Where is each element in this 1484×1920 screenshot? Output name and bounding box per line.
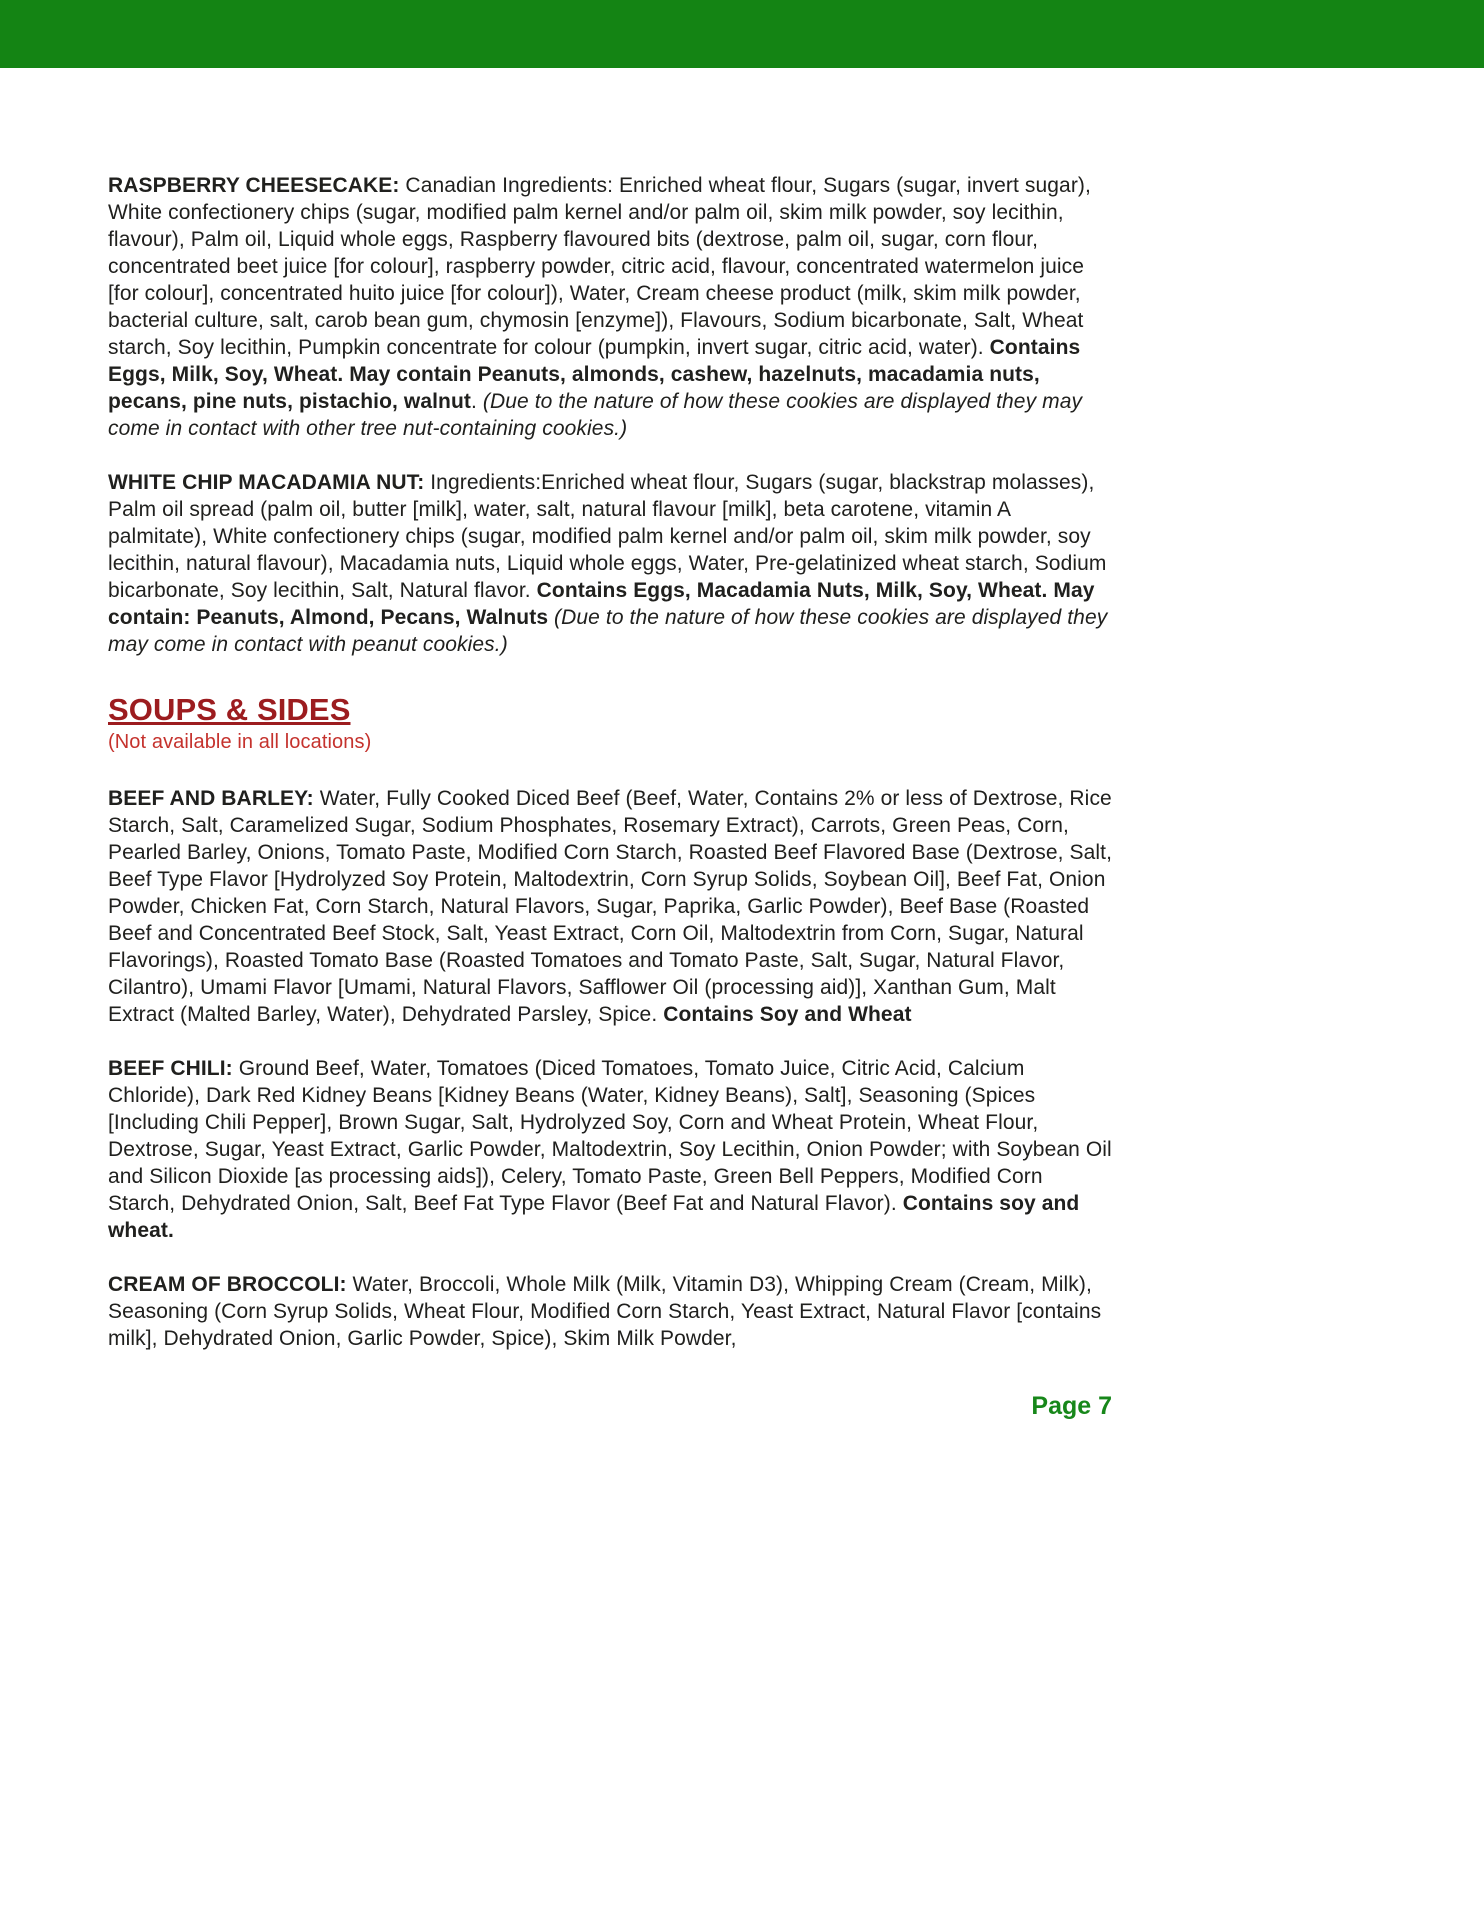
text-run: Ground Beef, Water, Tomatoes (Diced Tomatoes, Tomato Juice, Citric Acid, Calcium Chloride), Dark Red Kidney Beans [Kidney Beans (Water, Kidney Beans), Salt], Seasoning (Spices [Including Chili Pepper], Brown Sugar, Salt, Hydrolyzed Soy, Corn and Wheat Protein, Wheat Flour, Dextrose, Sugar, Yeast Extract, Garlic Powder, Maltodextrin, Soy Lecithin, Onion Powder; with Soybean Oil and Silicon Dioxide [as processing aids]), Celery, Tomato Paste, Green Bell Peppers, Modified Corn Starch, Dehydrated Onion, Salt, Beef Fat Type Flavor (Beef Fat and Natural Flavor). bbox=[108, 1057, 1112, 1215]
item-cream-of-broccoli bbox=[108, 1271, 1112, 1352]
item-beef-and-barley bbox=[108, 785, 1112, 1028]
bold-run: CREAM OF BROCCOLI: bbox=[108, 1273, 347, 1296]
bold-run: BEEF AND BARLEY: bbox=[108, 787, 314, 810]
bold-run: WHITE CHIP MACADAMIA NUT: bbox=[108, 471, 425, 494]
bold-run: Contains Eggs, Macadamia Nuts, Milk, Soy, Wheat. May contain: Peanuts, Almond, Pecans, Walnuts bbox=[108, 579, 1095, 629]
item-raspberry-cheesecake bbox=[108, 172, 1112, 442]
soups-availability-note: (Not available in all locations) bbox=[108, 731, 372, 753]
text-run: Ingredients:Enriched wheat flour, Sugars (sugar, blackstrap molasses), Palm oil spread (palm oil, butter [milk], water, salt, natural flavour [milk], beta carotene, vitamin A palmitate), White confectionery chips (sugar, modified palm kernel and/or palm oil, skim milk powder, soy lecithin, natural flavour), Macadamia nuts, Liquid whole eggs, Water, Pre-gelatinized wheat starch, Sodium bicarbonate, Soy lecithin, Salt, Natural flavor. bbox=[108, 471, 1107, 602]
page-number: Page 7 bbox=[1031, 1392, 1112, 1420]
bold-run: Contains Soy and Wheat bbox=[663, 1003, 912, 1026]
text-run: Water, Fully Cooked Diced Beef (Beef, Water, Contains 2% or less of Dextrose, Rice Starch, Salt, Caramelized Sugar, Sodium Phosphates, Rosemary Extract), Carrots, Green Peas, Corn, Pearled Barley, Onions, Tomato Paste, Modified Corn Starch, Roasted Beef Flavored Base (Dextrose, Salt, Beef Type Flavor [Hydrolyzed Soy Protein, Maltodextrin, Corn Syrup Solids, Soybean Oil], Beef Fat, Onion Powder, Chicken Fat, Corn Starch, Natural Flavors, Sugar, Paprika, Garlic Powder), Beef Base (Roasted Beef and Concentrated Beef Stock, Salt, Yeast Extract, Corn Oil, Maltodextrin from Corn, Sugar, Natural Flavorings), Roasted Tomato Base (Roasted Tomatoes and Tomato Paste, Salt, Sugar, Natural Flavor, Cilantro), Umami Flavor [Umami, Natural Flavors, Safflower Oil (processing aid)], Xanthan Gum, Malt Extract (Malted Barley, Water), Dehydrated Parsley, Spice. bbox=[108, 787, 1113, 1026]
header-bar bbox=[0, 0, 1484, 68]
document-content bbox=[108, 172, 1112, 1352]
italic-run: (Due to the nature of how these cookies are displayed they may come in contact with peanut cookies.) bbox=[108, 606, 1108, 656]
bold-run: BEEF CHILI: bbox=[108, 1057, 233, 1080]
bold-run: Contains soy and wheat. bbox=[108, 1192, 1080, 1242]
page-footer bbox=[108, 1392, 1112, 1461]
bold-run: RASPBERRY CHEESECAKE: bbox=[108, 174, 400, 197]
italic-run: (Due to the nature of how these cookies are displayed they may come in contact with other tree nut-containing cookies.) bbox=[108, 390, 1083, 440]
text-run: . bbox=[471, 390, 483, 413]
text-run: Canadian Ingredients: Enriched wheat flour, Sugars (sugar, invert sugar), White confectionery chips (sugar, modified palm kernel and/or palm oil, skim milk powder, soy lecithin, flavour), Palm oil, Liquid whole eggs, Raspberry flavoured bits (dextrose, palm oil, sugar, corn flour, concentrated beet juice [for colour], raspberry powder, citric acid, flavour, concentrated watermelon juice [for colour], concentrated huito juice [for colour]), Water, Cream cheese product (milk, skim milk powder, bacterial culture, salt, carob bean gum, chymosin [enzyme]), Flavours, Sodium bicarbonate, Salt, Wheat starch, Soy lecithin, Pumpkin concentrate for colour (pumpkin, invert sugar, citric acid, water). bbox=[108, 174, 1091, 359]
soups-and-sides-heading: SOUPS & SIDES bbox=[108, 692, 351, 727]
text-run: Water, Broccoli, Whole Milk (Milk, Vitamin D3), Whipping Cream (Cream, Milk), Seasoning (Corn Syrup Solids, Wheat Flour, Modified Corn Starch, Yeast Extract, Natural Flavor [contains milk], Dehydrated Onion, Garlic Powder, Spice), Skim Milk Powder, bbox=[108, 1273, 1102, 1350]
bold-run: Contains Eggs, Milk, Soy, Wheat. May contain Peanuts, almonds, cashew, hazelnuts, macadamia nuts, pecans, pine nuts, pistachio, walnut bbox=[108, 336, 1081, 413]
item-white-chip-macadamia-nut bbox=[108, 469, 1112, 658]
item-beef-chili bbox=[108, 1055, 1112, 1244]
